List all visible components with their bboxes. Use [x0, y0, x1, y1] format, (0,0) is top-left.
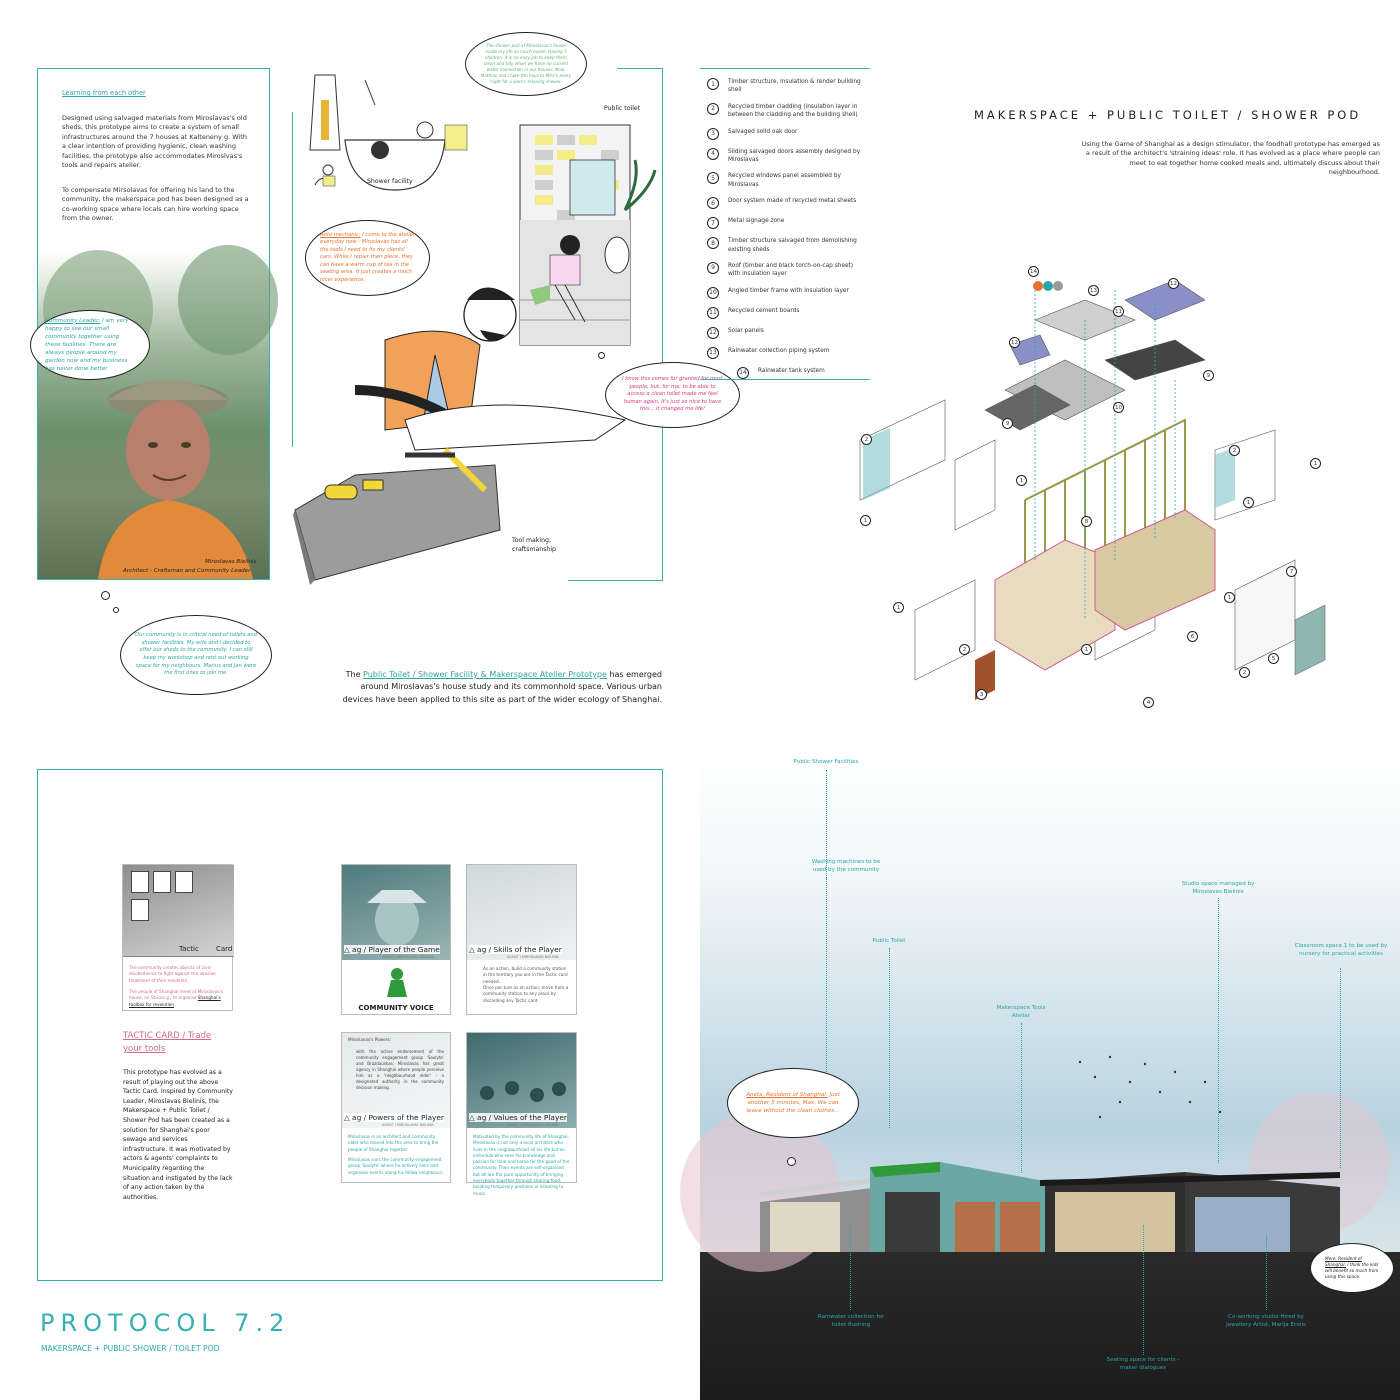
tactic-card-title-2: Card — [216, 945, 233, 953]
legend-text: Recycled timber cladding (insulation layer in between the cladding and the building shell) — [728, 103, 858, 119]
birds — [1079, 1056, 1221, 1118]
legend-text: Angled timber frame with insulation layer — [728, 287, 849, 294]
learning-heading[interactable]: Learning from each other — [62, 89, 146, 97]
intro-prefix: The — [345, 670, 361, 679]
aneta-label: Aneta, Resident of Shanghai: — [746, 1091, 828, 1098]
portrait-illustration — [38, 250, 269, 579]
makerspace-description: Using the Game of Shanghai as a design stimulator, the foodhall prototype has emerged as a result of the architect's 'straining ideas' role. It has evolved as a place where people can meet to eat together home cooked meals and, ultimately discuss about their neighbourhood. — [1081, 140, 1380, 177]
iso-callout-number: 2 — [959, 644, 970, 655]
window-panel — [1295, 605, 1325, 675]
intro-text — [330, 669, 662, 706]
card-powers-head: Miroslavas's Powers: — [348, 1037, 392, 1042]
auto-mechanic-quote: I come to the atelier everyday now - Miroslavas has all the tools I need to fix my clients' cars. While I repair their piece, they can have a warm cup of tea in the seating area. It just creates a much nicer experience. — [320, 231, 415, 283]
cloud-puff — [113, 607, 119, 613]
aneta-cloud — [727, 1068, 859, 1138]
card-powers-body-2: Miroslavas runs the community engagement group 'Saulyte' where he actively links and organises events along his fellow neighbours. — [348, 1157, 444, 1175]
legend-item — [707, 172, 867, 189]
tactic-heading-line-2: your tools — [123, 1043, 166, 1054]
legend-text: Recycled windows panel assembled by Miroslavas — [728, 173, 841, 188]
guide-rainwater — [850, 1225, 851, 1310]
bottom-left-frame — [37, 769, 663, 1281]
tactic-card-body-2 — [129, 989, 226, 1008]
iso-callout-number: 13 — [1088, 285, 1099, 296]
legend-text: Rainwater tank system — [758, 367, 825, 374]
section-building — [700, 1022, 1400, 1262]
card-skills-title: △ ag / Skills of the Player — [469, 945, 562, 954]
protocol-title: PROTOCOL 7.2 — [40, 1309, 291, 1337]
shower-facility-label: Shower facility — [367, 178, 413, 185]
label-studio: Studio space managed by Miroslavas Bielinis — [1181, 881, 1255, 896]
auto-mechanic-label: Auto mechanic: — [320, 231, 361, 238]
legend-number: 9 — [707, 262, 719, 274]
tactic-card[interactable] — [122, 864, 233, 1011]
guide-washing — [826, 878, 827, 1098]
iso-callout-number: 1 — [893, 602, 904, 613]
cloud-puff — [598, 352, 605, 359]
top-left-photo — [38, 250, 269, 579]
iso-callout-number: 1 — [1243, 497, 1254, 508]
legend-item — [707, 78, 867, 95]
legend-text: Roof (timber and black torch-on-cap sheet) with insulation layer — [728, 262, 854, 278]
prototype-link[interactable]: Public Toilet / Shower Facility & Makerspace Atelier Prototype — [363, 670, 607, 679]
guide-studio — [1218, 898, 1219, 1163]
mere-quote: I think the kids will benefit so much from using this space. — [1325, 1261, 1379, 1280]
illustration-right-line — [662, 68, 663, 580]
card-values-sub: AGENT | MIROSLAVAS BIELINIS — [507, 1123, 559, 1127]
card-skills-body-1: As an action, build a community station in the territory you are in the Tactic card needed. — [483, 966, 568, 984]
community-leader-quote: I am very happy to see our small community together using these facilities. There are always people around my garden now and my business has never done better. — [45, 317, 129, 373]
card-player[interactable] — [341, 864, 451, 1015]
pink-quote: I know this comes for granted for most people, but, for me, to be able to access a clean toilet made me feel human again. It's just so nice to have this... it changed me life! — [622, 376, 723, 413]
card-values[interactable] — [466, 1032, 577, 1196]
iso-callout-number: 2 — [861, 434, 872, 445]
iso-callout-number: 3 — [976, 689, 987, 700]
label-public-shower: Public Shower Facilities — [793, 759, 859, 765]
label-public-toilet: Public Toilet — [872, 938, 906, 944]
legend-number: 10 — [707, 287, 719, 299]
iso-callout-number: 6 — [1187, 631, 1198, 642]
intro-rest-1: has emerged around Miroslavas's house study and its commonhold space. — [360, 670, 662, 692]
label-classroom: Classroom space 1 to be used by nursery for practical activities — [1294, 943, 1388, 958]
card-values-body: Motivated by the community life of Shanghai, Miroslavas is not only a local architect who lives in the neighbourhood all his life but an individual who sees his knowledge and passion for land and home for the good of the community. Their events are self-organised but all are the pure opportunity of bringing everybody together through sharing food, building temporary pavilions or listening to music. — [473, 1134, 570, 1196]
protocol-subtitle: MAKERSPACE + PUBLIC SHOWER / TOILET POD — [41, 1344, 220, 1353]
tactic-paragraph: This prototype has evolved as a result of playing out the above Tactic Card. Inspired by Community Leader, Miroslavas Bielinis, the Makerspace + Public Toilet / Shower Pod has been created as a solution for Shanghai's poor sewage and services infrastructure. It was motivated by actors & agents' complaints to Municipality regarding the situation and instigated by the lack of any action taken by the authorities. — [123, 1069, 233, 1201]
shower-toilet-illustration — [295, 60, 660, 590]
iso-callout-number: 9 — [1002, 418, 1013, 429]
legend-number: 13 — [707, 347, 719, 359]
cladding-panel — [1215, 447, 1235, 508]
iso-callout-number: 12 — [1009, 337, 1020, 348]
aneta-quote: Just another 5 minutes, Max. We can leave without the clean clothes... — [746, 1091, 840, 1115]
card-powers-title-text: ag / Powers of the Player — [352, 1113, 444, 1122]
legend-item — [707, 128, 867, 140]
auto-mechanic-cloud — [305, 220, 430, 296]
legend-number: 1 — [707, 78, 719, 90]
label-washing: Washing machines to be used by the community — [811, 859, 881, 874]
card-powers-body-1: Miroslavas is an architect and community elder who moved into the area to bring the people of Shanghai together. — [348, 1134, 439, 1152]
iso-callout-number: 1 — [1081, 644, 1092, 655]
public-toilet-label: Public toilet — [604, 105, 641, 112]
legend-item — [707, 197, 867, 209]
legend-item — [707, 148, 867, 165]
legend-text: Timber structure salvaged from demolishing existing sheds — [728, 238, 857, 253]
legend-number: 6 — [707, 197, 719, 209]
tool-making-label: Tool making, craftsmanship — [512, 537, 556, 554]
label-coworking: Co-working studio Hired by Jewellery Artist, Marija Erstis — [1226, 1314, 1306, 1329]
community-need-cloud — [120, 615, 272, 695]
mere-label: Mere, Resident of Shanghai: — [1325, 1255, 1362, 1267]
tactic-heading[interactable] — [123, 1030, 211, 1056]
legend-item — [707, 287, 867, 299]
legend-number: 3 — [707, 128, 719, 140]
card-powers-sub: AGENT | MIROSLAVAS BIELINIS — [382, 1123, 434, 1127]
legend-item — [737, 367, 867, 379]
legend-text: Sliding salvaged doors assembly designed by Miroslavas — [728, 148, 861, 163]
card-player-title: △ ag / Player of the Game — [344, 945, 440, 954]
legend-item — [707, 217, 867, 229]
iso-callout-number: 11 — [1113, 306, 1124, 317]
shower-quote-cloud — [465, 32, 587, 96]
tactic-card-title: Tactic — [179, 945, 199, 953]
iso-callout-number: 1 — [1224, 592, 1235, 603]
legend-text: Recycled cement boards — [728, 307, 800, 314]
card-player-title-text: ag / Player of the Game — [352, 945, 440, 954]
iso-callout-number: 9 — [1203, 370, 1214, 381]
mere-cloud — [1310, 1243, 1394, 1293]
cloud-puff — [787, 1157, 796, 1166]
legend-item — [707, 103, 867, 120]
guide-makerspace — [1021, 1023, 1022, 1173]
iso-callout-number: 1 — [860, 515, 871, 526]
iso-callout-number: 14 — [1028, 266, 1039, 277]
iso-callout-number: 2 — [1229, 445, 1240, 456]
legend-number: 7 — [707, 217, 719, 229]
guide-classroom — [1340, 968, 1341, 1168]
community-leader-cloud — [30, 310, 150, 380]
card-powers-body: with the active endorsement of the community engagement group 'Saulyte' and Brazdauskas, Miroslavas has great agency in Shanghai where people perceive him as a 'neighbourhood elder' - a designated authority in the community decision making. — [356, 1049, 444, 1090]
solar-panel — [1125, 280, 1205, 320]
legend-text: Rainwater collection piping system — [728, 347, 830, 354]
iso-callout-number: 2 — [1239, 667, 1250, 678]
guide-coworking — [1266, 1235, 1267, 1310]
water-tanks — [1033, 281, 1063, 291]
tactic-card-body-1: The community creates objects of civic disobedience to fight against the abusive treatment of their residents. — [129, 965, 216, 983]
label-seating: Seating space for clients - maker dialogues — [1106, 1357, 1180, 1372]
iso-callout-number: 7 — [1286, 566, 1297, 577]
shower-bath — [310, 75, 467, 190]
card-player-sub: AGENT | MIROSLAVAS BIELINIS — [382, 955, 434, 959]
learning-para-1: Designed using salvaged materials from Miroslavas's old sheds, this prototype aims to create a system of small infrastructures around the 7 houses at Kalteneny g. With a clear intention of providing hygienic, clean washing facilities, the prototype also accommodates Miroslvas's tools and repairs atelier. — [62, 114, 247, 170]
makerspace-title: MAKERSPACE + PUBLIC TOILET / SHOWER POD — [974, 108, 1362, 122]
legend-text: Solar panels — [728, 327, 764, 334]
card-values-title-text: ag / Values of the Player — [477, 1113, 567, 1122]
tactic-heading-line-1: TACTIC CARD / Trade — [123, 1031, 212, 1041]
label-makerspace: Makerspace Tools Atelier — [996, 1005, 1046, 1020]
guide-seating — [1143, 1225, 1144, 1355]
legend-number: 4 — [707, 148, 719, 160]
tactic-card-image — [123, 865, 234, 957]
iso-callout-number: 1 — [1310, 458, 1321, 469]
iso-callout-number: 1 — [1016, 475, 1027, 486]
community-leader-label: Community Leader: — [45, 317, 101, 324]
legend-number: 5 — [707, 172, 719, 184]
toolbox — [293, 450, 500, 585]
community-voice-label: COMMUNITY VOICE — [358, 1004, 434, 1012]
legend-number: 14 — [737, 367, 749, 379]
card-powers[interactable] — [341, 1032, 451, 1183]
card-skills[interactable] — [466, 864, 577, 1015]
legend-text: Door system made of recycled metal sheets — [728, 198, 857, 205]
legend-item — [707, 237, 867, 254]
tile-wall — [520, 125, 655, 345]
iso-callout-number: 4 — [1143, 697, 1154, 708]
legend-list — [707, 78, 867, 387]
tactic-card-body-2-text: The people of Shanghai meet at Miroslavas's house, on Stuces g., to organise — [129, 989, 224, 1001]
legend-item — [707, 347, 867, 359]
photo-name: Miroslavas Bielinis — [205, 559, 257, 565]
legend-text: Salvaged solid oak door — [728, 128, 798, 135]
card-skills-title-text: ag / Skills of the Player — [477, 945, 562, 954]
iso-callout-number: 12 — [1168, 278, 1179, 289]
legend-number: 11 — [707, 307, 719, 319]
photo-role: Architect - Craftsman and Community Leader — [123, 568, 251, 574]
card-powers-title: △ ag / Powers of the Player — [344, 1113, 444, 1122]
community-need-quote: Our community is in critical need of toilets and shower facilities. My wife and I decided to offer our sheds to the community. I can still keep my workshop and rent out working space for my neighbours. Marius and Jan were the first ones to join me. — [135, 632, 257, 677]
guide-public-toilet — [889, 948, 890, 1128]
exploded-isometric-drawing — [855, 260, 1335, 720]
iso-callout-number: 10 — [1113, 402, 1124, 413]
iso-callout-number: 5 — [1268, 653, 1279, 664]
cloud-puff — [101, 591, 110, 600]
intro-rest-2: Various urban devices have been applied to this site as part of the wider ecology of Shanghai. — [342, 682, 662, 704]
legend-item — [707, 307, 867, 319]
learning-para-2: To compensate Mirsolavas for offering his land to the community, the makerspace pod has been designed as a co-working space where locals can hire working space from the owner. — [62, 186, 249, 223]
label-rainwater: Rainwater collection for toilet flushing — [817, 1314, 885, 1329]
legend-number: 8 — [707, 237, 719, 249]
legend-number: 2 — [707, 103, 719, 115]
legend-text: Metal signage zone — [728, 218, 785, 225]
iso-callout-number: 8 — [1081, 516, 1092, 527]
card-skills-body-2: Once per turn as an action, move from a community station to any place by discarding any Tactic card. — [483, 985, 569, 1003]
card-values-title: △ ag / Values of the Player — [469, 1113, 567, 1122]
legend-number: 12 — [707, 327, 719, 339]
card-skills-sub: AGENT | MIROSLAVAS BIELINIS — [507, 955, 559, 959]
tactic-card-link[interactable]: Shanghai's toolbox for revolution — [129, 995, 221, 1007]
shower-quote: The shower pod at Miroslavas's house made my life so much easier. Having 5 children, it is no easy job to keep them clean and tidy when we have no current water connection in our houses. Now, Mathias and I take the boys to Miro's every night for a warm, relaxing shower. — [480, 42, 572, 85]
legend-item — [707, 327, 867, 339]
game-pawn-icon — [385, 967, 409, 999]
legend-item — [707, 262, 867, 279]
legend-text: Timber structure, insulation & render building shell — [728, 79, 861, 94]
illustration-left-line — [292, 112, 293, 447]
